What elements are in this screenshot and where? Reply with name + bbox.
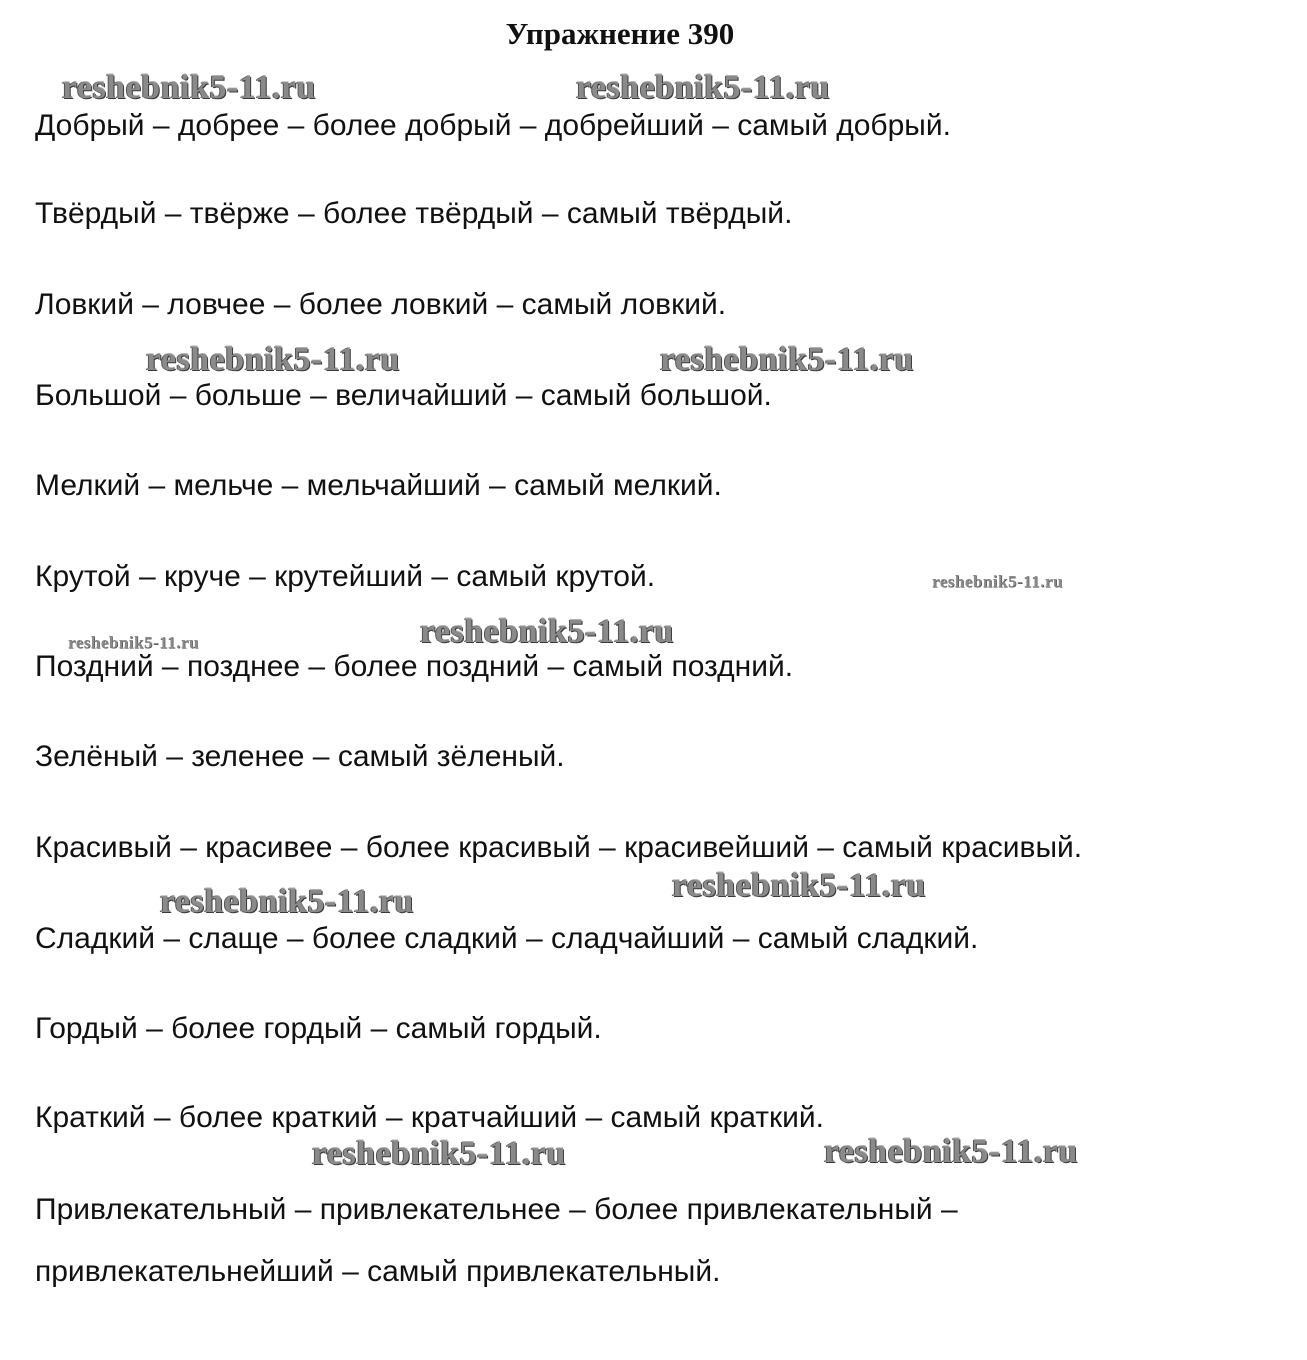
- text-line: Гордый – более гордый – самый гордый.: [35, 1012, 602, 1045]
- watermark: reshebnik5-11.ru: [62, 69, 316, 106]
- watermark: reshebnik5-11.ru: [420, 613, 674, 650]
- text-line: Мелкий – мельче – мельчайший – самый мелкий.: [35, 469, 722, 502]
- watermark: reshebnik5-11.ru: [932, 572, 1063, 591]
- text-line: Сладкий – слаще – более сладкий – сладчайший – самый сладкий.: [35, 922, 979, 955]
- text-line: Большой – больше – величайший – самый большой.: [35, 379, 772, 412]
- text-line: Крутой – круче – крутейший – самый крутой.: [35, 560, 656, 593]
- text-line: Красивый – красивее – более красивый – красивейший – самый красивый.: [35, 831, 1083, 864]
- text-line: Твёрдый – твёрже – более твёрдый – самый твёрдый.: [35, 197, 793, 230]
- watermark: reshebnik5-11.ru: [160, 883, 414, 920]
- text-line: Добрый – добрее – более добрый – добрейший – самый добрый.: [35, 109, 951, 142]
- watermark: reshebnik5-11.ru: [824, 1133, 1078, 1170]
- text-line: Зелёный – зеленее – самый зёленый.: [35, 740, 565, 773]
- text-line: Ловкий – ловчее – более ловкий – самый ловкий.: [35, 288, 727, 321]
- watermark: reshebnik5-11.ru: [68, 633, 199, 652]
- text-line: Поздний – позднее – более поздний – самый поздний.: [35, 650, 794, 683]
- watermark: reshebnik5-11.ru: [672, 867, 926, 904]
- watermark: reshebnik5-11.ru: [576, 69, 830, 106]
- page-title: Упражнение 390: [505, 16, 735, 51]
- watermark: reshebnik5-11.ru: [146, 341, 400, 378]
- watermark: reshebnik5-11.ru: [660, 341, 914, 378]
- watermark: reshebnik5-11.ru: [312, 1135, 566, 1172]
- text-line: Привлекательный – привлекательнее – более привлекательный –: [35, 1193, 958, 1226]
- text-line: Краткий – более краткий – кратчайший – самый краткий.: [35, 1101, 825, 1134]
- text-line: привлекательнейший – самый привлекательный.: [35, 1255, 721, 1288]
